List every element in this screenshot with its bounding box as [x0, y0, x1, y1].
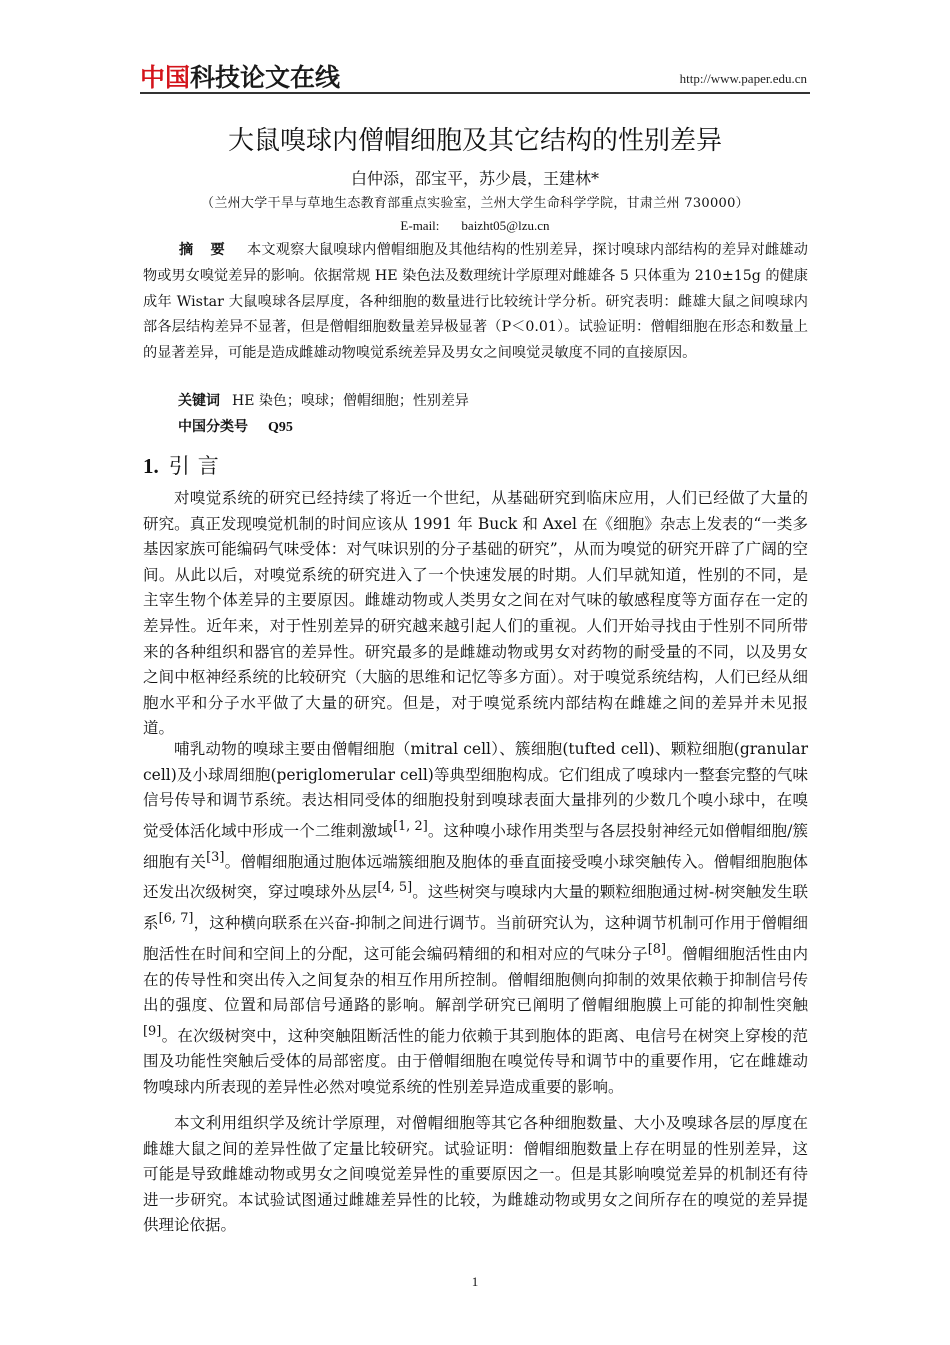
paper-title: 大鼠嗅球内僧帽细胞及其它结构的性别差异: [227, 126, 722, 156]
citation-ref: [8]: [647, 941, 667, 957]
para-text: 。在次级树突中，这种突触阻断活性的能力依赖于其到胞体的距离、电信号在树突上穿梭的范围及功能性突触后受体的局部密度。由于僧帽细胞在嗅觉传导和调节中的重要作用，它在雌雄动物嗅球内所表现的差异性必然对嗅觉系统的性别差异造成重要的影响。: [143, 1026, 808, 1097]
citation-ref: [3]: [206, 849, 225, 865]
keywords-label: 关键词: [178, 393, 220, 409]
intro-paragraph-1: 对嗅觉系统的研究已经持续了将近一个世纪，从基础研究到临床应用，人们已经做了大量的研究。真正发现嗅觉机制的时间应该从 1991 年 Buck 和 Axel 在《细胞》杂志上发表的“一类多基因家族可能编码气味受体：对气味识别的分子基础的研究”，从而为嗅觉的研究开辟了广阔的空间。从此以后，对嗅觉系统的研究进入了一个快速发展的时期。人们早就知道，性别的不同，是主宰生物个体差异的主要原因。雌雄动物或人类男女之间在对气味的敏感程度等方面存在一定的差异性。近年来，对于性别差异的研究越来越引起人们的重视。人们开始寻找由于性别不同所带来的各种组织和器官的差异性。研究最多的是雌雄动物或男女对药物的耐受量的不同，以及男女之间中枢神经系统的比较研究（大脑的思维和记忆等多方面）。对于嗅觉系统结构，人们已经从细胞水平和分子水平做了大量的研究。但是，对于嗅觉系统内部结构在雌雄之间的差异并未见报道。: [143, 489, 808, 738]
journal-logo: [140, 58, 341, 92]
para-text: 。僧帽细胞活性由内在的传导性和突出传入之间复杂的相互作用所控制。僧帽细胞侧向抑制的效果依赖于抑制信号传出的强度、位置和局部信号通路的影响。解剖学研究已阐明了僧帽细胞膜上可能的抑制性突触: [143, 944, 808, 1015]
section-heading-introduction: [143, 450, 227, 480]
affiliation: （兰州大学干旱与草地生态教育部重点实验室，兰州大学生命科学学院，甘肃兰州 730000）: [201, 196, 749, 211]
citation-ref: [9]: [143, 1023, 162, 1039]
para-text: 。这种嗅小球作用类型与各层投射神经元如僧帽细胞/簇细胞有关: [143, 821, 808, 871]
email-label: E-mail:: [400, 218, 440, 233]
keywords-text: HE 染色；嗅球；僧帽细胞；性别差异: [232, 393, 469, 409]
para-text: 。这些树突与嗅球内大量的颗粒细胞通过树-树突触发生联系: [143, 883, 808, 933]
abstract: [143, 238, 808, 367]
classification: [178, 416, 293, 436]
email-line: [140, 218, 810, 234]
classification-label: 中国分类号: [178, 419, 248, 435]
intro-paragraph-3: 本文利用组织学及统计学原理，对僧帽细胞等其它各种细胞数量、大小及嗅球各层的厚度在雌雄大鼠之间的差异性做了定量比较研究。试验证明：僧帽细胞数量上存在明显的性别差异，这可能是导致雌雄动物或男女之间嗅觉差异性的重要原因之一。但是其影响嗅觉差异的机制还有待进一步研究。本试验试图通过雌雄差异性的比较，为雌雄动物或男女之间所存在的嗅觉的差异提供理论依据。: [143, 1114, 808, 1235]
para-text: 。僧帽细胞通过胞体远端簇细胞及胞体的垂直面接受嗅小球突触传入。僧帽细胞胞体还发出次级树突，穿过嗅球外丛层: [143, 852, 808, 902]
header-url[interactable]: http://www.paper.edu.cn: [679, 71, 807, 86]
author-list: 白仲添，邵宝平，苏少晨，王建林*: [350, 169, 599, 188]
para-text: ，这种横向联系在兴奋-抑制之间进行调节。当前研究认为，这种调节机制可作用于僧帽细胞活性在时间和空间上的分配，这可能会编码精细的和相对应的气味分子: [143, 914, 808, 963]
section-title: 引言: [168, 454, 227, 478]
keywords: [178, 390, 469, 410]
citation-ref: [6, 7]: [158, 911, 194, 927]
abstract-text: 本文观察大鼠嗅球内僧帽细胞及其他结构的性别差异，探讨嗅球内部结构的差异对雌雄动物或男女嗅觉差异的影响。依据常规 HE 染色法及数理统计学原理对雌雄各 5 只体重为 210±15g 的健康成年 Wistar 大鼠嗅球各层厚度，各种细胞的数量进行比较统计学分析。研究表明：雌雄大鼠之间嗅球内部各层结构差异不显著，但是僧帽细胞数量差异极显著（P＜0.01）。试验证明：僧帽细胞在形态和数量上的显著差异，可能是造成雌雄动物嗅觉系统差异及男女之间嗅觉灵敏度不同的直接原因。: [143, 242, 808, 362]
section-number: 1.: [143, 454, 159, 478]
logo-part-china: 中国: [140, 63, 191, 92]
abstract-label: 摘 要: [179, 242, 231, 258]
citation-ref: [4, 5]: [377, 880, 413, 896]
intro-paragraph-2: [143, 737, 808, 1101]
header-divider: [140, 92, 810, 94]
classification-code: Q95: [268, 420, 293, 435]
page-number: 1: [471, 1274, 479, 1289]
para-text: 哺乳动物的嗅球主要由僧帽细胞（mitral cell）、簇细胞(tufted cell)、颗粒细胞(granular cell)及小球周细胞(periglomerular cell)等典型细胞构成。它们组成了嗅球内一整套完整的气味信号传导和调节系统。表达相同受体的细胞投射到嗅球表面大量排列的少数几个嗅小球中，在嗅觉受体活化域中形成一个二维刺激域: [143, 740, 808, 840]
citation-ref: [1, 2]: [392, 818, 428, 834]
email-address[interactable]: baizht05@lzu.cn: [461, 218, 550, 233]
logo-part-paper-online: 科技论文在线: [190, 63, 341, 92]
